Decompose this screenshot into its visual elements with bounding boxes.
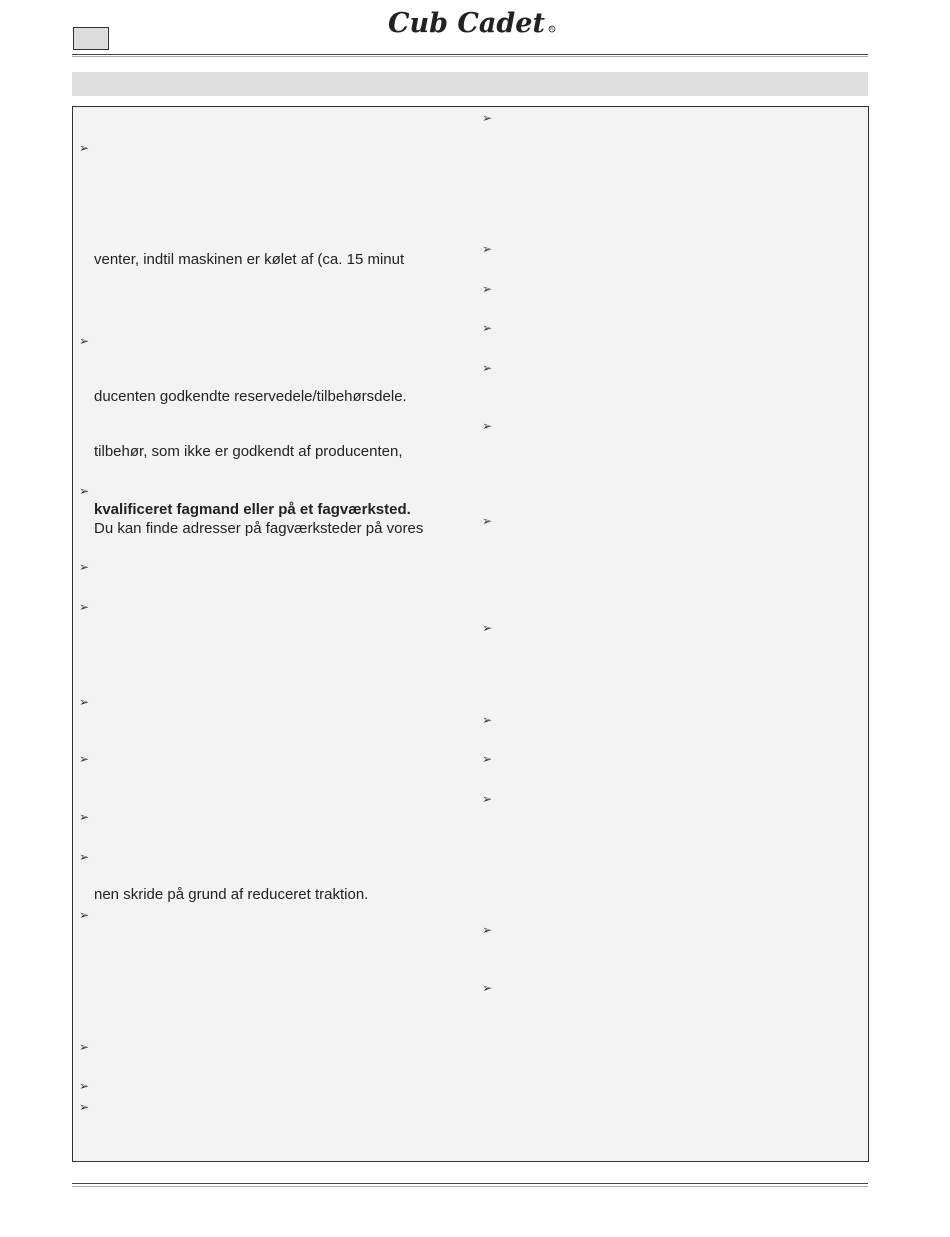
arrowhead-bullet-icon: ➢ (79, 695, 90, 709)
arrowhead-bullet-icon: ➢ (482, 713, 493, 727)
svg-text:Cub Cadet: Cub Cadet (388, 8, 545, 38)
header-rule-secondary (72, 56, 868, 57)
arrowhead-bullet-icon: ➢ (482, 752, 493, 766)
cub-cadet-logo (386, 4, 558, 38)
body-text-line: nen skride på grund af reduceret traktion. (94, 886, 369, 903)
body-text-line: venter, indtil maskinen er kølet af (ca. 15 minut (94, 251, 405, 268)
arrowhead-bullet-icon: ➢ (482, 242, 493, 256)
arrowhead-bullet-icon: ➢ (79, 810, 90, 824)
arrowhead-bullet-icon: ➢ (79, 484, 90, 498)
arrowhead-bullet-icon: ➢ (482, 361, 493, 375)
arrowhead-bullet-icon: ➢ (482, 923, 493, 937)
body-text-line: tilbehør, som ikke er godkendt af producenten, (94, 443, 403, 460)
arrowhead-bullet-icon: ➢ (482, 792, 493, 806)
arrowhead-bullet-icon: ➢ (482, 621, 493, 635)
arrowhead-bullet-icon: ➢ (79, 850, 90, 864)
svg-text:R: R (550, 26, 554, 32)
footer-rule (72, 1183, 868, 1184)
arrowhead-bullet-icon: ➢ (79, 752, 90, 766)
arrowhead-bullet-icon: ➢ (79, 908, 90, 922)
arrowhead-bullet-icon: ➢ (482, 419, 493, 433)
arrowhead-bullet-icon: ➢ (79, 141, 90, 155)
arrowhead-bullet-icon: ➢ (482, 321, 493, 335)
arrowhead-bullet-icon: ➢ (482, 111, 493, 125)
page-number-box (73, 27, 109, 50)
section-title-bar (72, 72, 868, 96)
footer-rule-secondary (72, 1186, 868, 1187)
arrowhead-bullet-icon: ➢ (79, 600, 90, 614)
arrowhead-bullet-icon: ➢ (79, 1079, 90, 1093)
arrowhead-bullet-icon: ➢ (79, 1100, 90, 1114)
header-rule (72, 54, 868, 55)
body-text-line: Du kan finde adresser på fagværksteder på vores (94, 520, 424, 537)
arrowhead-bullet-icon: ➢ (79, 334, 90, 348)
body-text-line: ducenten godkendte reservedele/tilbehørsdele. (94, 388, 407, 405)
arrowhead-bullet-icon: ➢ (482, 282, 493, 296)
arrowhead-bullet-icon: ➢ (482, 981, 493, 995)
arrowhead-bullet-icon: ➢ (79, 560, 90, 574)
arrowhead-bullet-icon: ➢ (79, 1040, 90, 1054)
body-text-line-bold: kvalificeret fagmand eller på et fagværksted. (94, 501, 411, 518)
arrowhead-bullet-icon: ➢ (482, 514, 493, 528)
